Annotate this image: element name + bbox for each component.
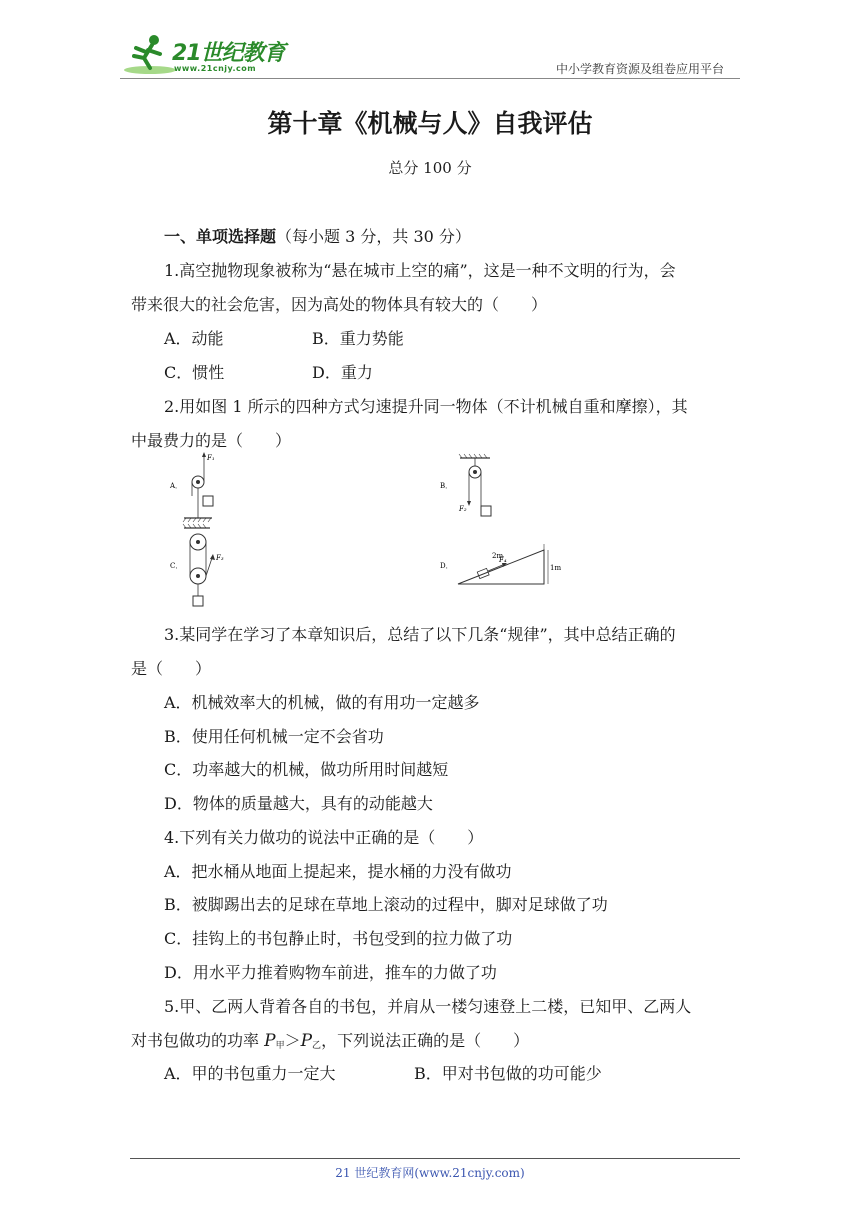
q1-option-a: A．动能 [164, 329, 224, 348]
footer-divider [130, 1158, 740, 1159]
q3-option-d: D．物体的质量越大，具有的动能越大 [164, 794, 433, 813]
figure-1-machines [160, 452, 580, 612]
page-title: 第十章《机械与人》自我评估 [267, 109, 593, 138]
q3-line2: 是（ ） [131, 659, 212, 678]
q3-option-a: A．机械效率大的机械，做的有用功一定越多 [164, 693, 480, 712]
q1-line2: 带来很大的社会危害，因为高处的物体具有较大的（ ） [131, 295, 548, 314]
header-platform-text: 中小学教育资源及组卷应用平台 [555, 62, 724, 76]
q3-line1: 3.某同学在学习了本章知识后，总结了以下几条“规律”，其中总结正确的 [164, 625, 676, 644]
q1-option-d: D．重力 [312, 363, 373, 382]
fig-label-c: C． [170, 562, 183, 570]
q2-line2: 中最费力的是（ ） [131, 431, 292, 450]
subscript-jia: 甲 [275, 1041, 285, 1051]
fig-label-f2: F₂ [459, 505, 467, 513]
logo-text: 21世纪教育 [172, 41, 285, 66]
footer-link[interactable]: 21 世纪教育网(www.21cnjy.com) [335, 1166, 525, 1180]
fig-label-1m: 1m [550, 564, 562, 572]
q5-line2-pre: 对书包做功的功率 [131, 1031, 260, 1050]
q1-option-c: C．惯性 [164, 363, 225, 382]
page-subtitle: 总分 100 分 [388, 159, 472, 177]
q3-option-c: C．功率越大的机械，做功所用时间越短 [164, 760, 449, 779]
figure-a-fixed-pulley [169, 452, 215, 522]
section-note: （每小题 3 分，共 30 分） [276, 227, 471, 246]
section-heading [164, 224, 471, 247]
q1-line1: 1.高空抛物现象被称为“悬在城市上空的痛”，这是一种不文明的行为，会 [164, 261, 676, 280]
figure-d-incline [440, 544, 561, 584]
q5-line2 [131, 1028, 529, 1051]
q1-option-b: B．重力势能 [312, 329, 404, 348]
fig-label-f1: F₁ [207, 454, 215, 462]
header-divider [120, 78, 740, 79]
fig-label-a: A． [170, 482, 183, 490]
q2-line1: 2.用如图 1 所示的四种方式匀速提升同一物体（不计机械自重和摩擦），其 [164, 397, 688, 416]
q4-line1: 4.下列有关力做功的说法中正确的是（ ） [164, 828, 484, 847]
fig-label-f4: F₄ [499, 556, 507, 564]
fig-label-b: B． [440, 482, 453, 490]
logo-url: www.21cnjy.com [174, 64, 257, 73]
section-title: 一、单项选择题 [164, 227, 277, 246]
q5-line1: 5.甲、乙两人背着各自的书包，并肩从一楼匀速登上二楼，已知甲、乙两人 [164, 997, 692, 1016]
q4-option-b: B．被脚踢出去的足球在草地上滚动的过程中，脚对足球做了功 [164, 895, 608, 914]
power-symbol-jia: P [264, 1031, 276, 1051]
q4-option-c: C．挂钩上的书包静止时，书包受到的拉力做了功 [164, 929, 513, 948]
q3-option-b: B．使用任何机械一定不会省功 [164, 727, 384, 746]
q5-option-a: A．甲的书包重力一定大 [164, 1064, 336, 1083]
q4-option-d: D．用水平力推着购物车前进，推车的力做了功 [164, 963, 497, 982]
page-header [120, 30, 740, 80]
figure-c-pulley-block [170, 524, 224, 606]
power-symbol-yi: P [300, 1031, 313, 1051]
fig-label-f3: F₃ [216, 554, 224, 562]
subscript-yi: 乙 [312, 1041, 322, 1051]
figure-b-pulley [440, 454, 491, 516]
q5-line2-post: ，下列说法正确的是（ ） [321, 1031, 530, 1050]
q4-option-a: A．把水桶从地面上提起来，提水桶的力没有做功 [164, 862, 512, 881]
fig-label-2m: 2m [492, 552, 504, 560]
runner-logo-icon [120, 30, 176, 80]
fig-label-d: D． [440, 562, 453, 570]
greater-than: ＞ [284, 1031, 301, 1050]
logo [120, 30, 295, 80]
q5-option-b: B．甲对书包做的功可能少 [414, 1064, 602, 1083]
